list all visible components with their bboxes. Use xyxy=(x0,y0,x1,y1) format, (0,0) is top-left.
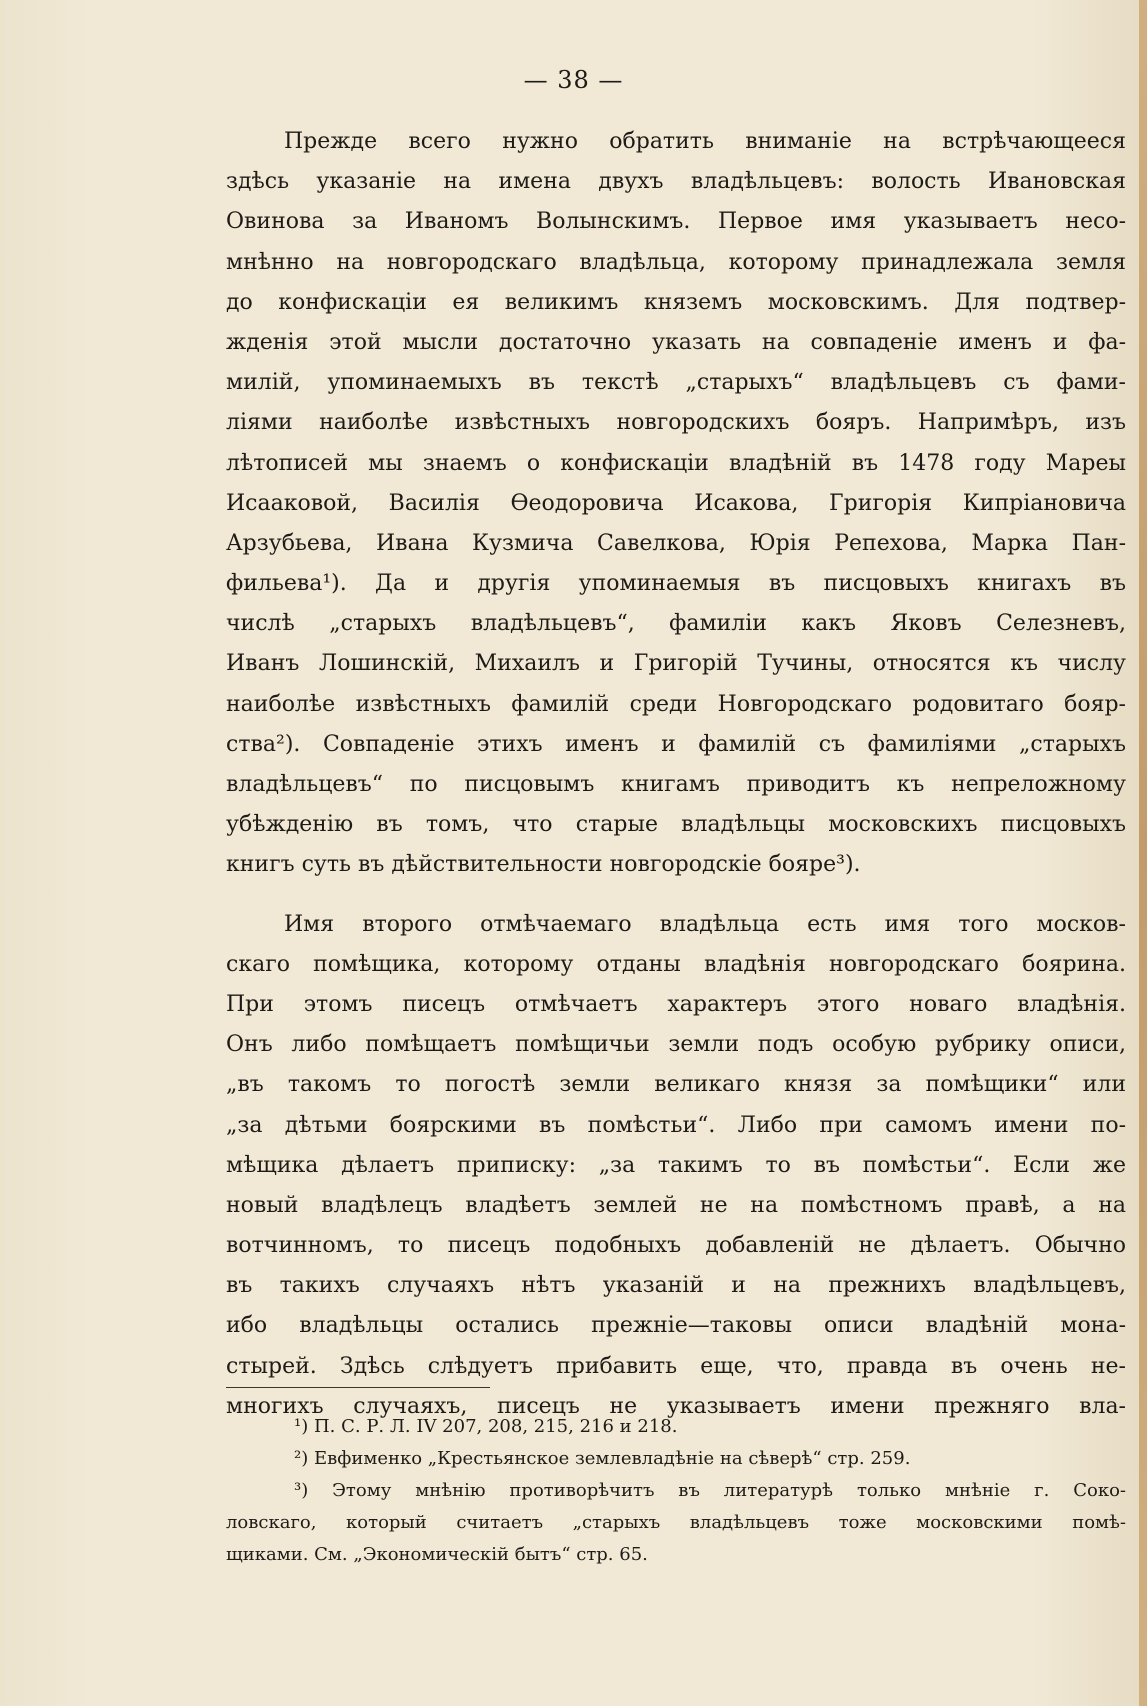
text-line: Онъ либо помѣщаетъ помѣщичьи земли подъ особую рубрику описи, xyxy=(226,1032,1126,1058)
text-line: „за дѣтьми боярскими въ помѣстьи“. Либо при самомъ имени по- xyxy=(226,1112,1126,1138)
text-line: числѣ „старыхъ владѣльцевъ“, фамиліи какъ Яковъ Селезневъ, xyxy=(226,611,1126,637)
text-line: въ такихъ случаяхъ нѣтъ указаній и на прежнихъ владѣльцевъ, xyxy=(226,1273,1126,1299)
footnote-3-line: ³) Этому мнѣнію противорѣчитъ въ литературѣ только мнѣніе г. Соко- xyxy=(294,1480,1126,1501)
text-line: Исааковой, Василія Ѳеодоровича Исакова, Григорія Кипріановича xyxy=(226,490,1126,516)
text-line: скаго помѣщика, которому отданы владѣнія новгородскаго боярина. xyxy=(226,951,1126,977)
paragraph-spacing xyxy=(226,886,1126,905)
text-line: наиболѣе извѣстныхъ фамилій среди Новгородскаго родовитаго бояр- xyxy=(226,691,1126,717)
body-text xyxy=(226,122,1126,1427)
text-line: книгъ суть въ дѣйствительности новгородскіе бояре³). xyxy=(226,852,861,878)
footnote-1: ¹) П. С. Р. Л. IV 207, 208, 215, 216 и 218. xyxy=(294,1416,678,1437)
text-line: мнѣнно на новгородскаго владѣльца, которому принадлежала земля xyxy=(226,249,1126,275)
text-line: Арзубьева, Ивана Кузмича Савелкова, Юрія Репехова, Марка Пан- xyxy=(226,530,1126,556)
text-line: ибо владѣльцы остались прежніе—таковы описи владѣній мона- xyxy=(226,1313,1126,1339)
text-line: новый владѣлецъ владѣетъ землей не на помѣстномъ правѣ, а на xyxy=(226,1192,1126,1218)
text-line: ліями наиболѣе извѣстныхъ новгородскихъ бояръ. Напримѣръ, изъ xyxy=(226,410,1126,436)
text-line: „въ такомъ то погостѣ земли великаго князя за помѣщики“ или xyxy=(226,1072,1126,1098)
text-line: милій, упоминаемыхъ въ текстѣ „старыхъ“ владѣльцевъ съ фами- xyxy=(226,370,1126,396)
text-line: до конфискаціи ея великимъ княземъ московскимъ. Для подтвер- xyxy=(226,289,1126,315)
footnote-divider xyxy=(226,1387,490,1388)
page-edge xyxy=(1139,0,1147,1706)
footnotes xyxy=(226,1411,1126,1571)
text-line: здѣсь указаніе на имена двухъ владѣльцевъ: волость Ивановская xyxy=(226,169,1126,195)
text-line: При этомъ писецъ отмѣчаетъ характеръ этого новаго владѣнія. xyxy=(226,991,1126,1017)
text-line: Овинова за Иваномъ Волынскимъ. Первое имя указываетъ несо- xyxy=(226,209,1126,235)
text-line: Иванъ Лошинскій, Михаилъ и Григорій Тучины, относятся къ числу xyxy=(226,651,1126,677)
text-line: фильева¹). Да и другія упоминаемыя въ писцовыхъ книгахъ въ xyxy=(226,571,1126,597)
text-line: владѣльцевъ“ по писцовымъ книгамъ приводитъ къ непреложному xyxy=(226,772,1126,797)
text-line: мѣщика дѣлаетъ приписку: „за такимъ то въ помѣстьи“. Если же xyxy=(226,1152,1126,1178)
paragraph-1 xyxy=(226,122,1126,886)
text-line: лѣтописей мы знаемъ о конфискаціи владѣній въ 1478 году Мареы xyxy=(226,450,1126,476)
text-line: ства²). Совпаденіе этихъ именъ и фамилій съ фамиліями „старыхъ xyxy=(226,731,1126,757)
text-line: убѣжденію въ томъ, что старые владѣльцы московскихъ писцовыхъ xyxy=(226,812,1126,838)
footnote-3-line: щиками. См. „Экономическій бытъ“ стр. 65. xyxy=(226,1544,648,1565)
text-line: Имя второго отмѣчаемаго владѣльца есть имя того москов- xyxy=(284,911,1126,937)
text-line: стырей. Здѣсь слѣдуетъ прибавить еще, что, правда въ очень не- xyxy=(226,1353,1126,1379)
text-line: многихъ случаяхъ, писецъ не указываетъ имени прежняго вла- xyxy=(226,1393,1126,1419)
footnote-3-line: ловскаго, который считаетъ „старыхъ владѣльцевъ тоже московскими помѣ- xyxy=(226,1512,1126,1533)
text-line: Прежде всего нужно обратить вниманіе на встрѣчающееся xyxy=(284,129,1126,154)
page-number: — 38 — xyxy=(523,66,624,94)
text-line: вотчинномъ, то писецъ подобныхъ добавленій не дѣлаетъ. Обычно xyxy=(226,1233,1126,1259)
paragraph-2 xyxy=(226,905,1126,1427)
text-line: жденія этой мысли достаточно указать на совпаденіе именъ и фа- xyxy=(226,329,1126,355)
footnote-2: ²) Евфименко „Крестьянское землевладѣніе на сѣверѣ“ стр. 259. xyxy=(294,1448,911,1469)
